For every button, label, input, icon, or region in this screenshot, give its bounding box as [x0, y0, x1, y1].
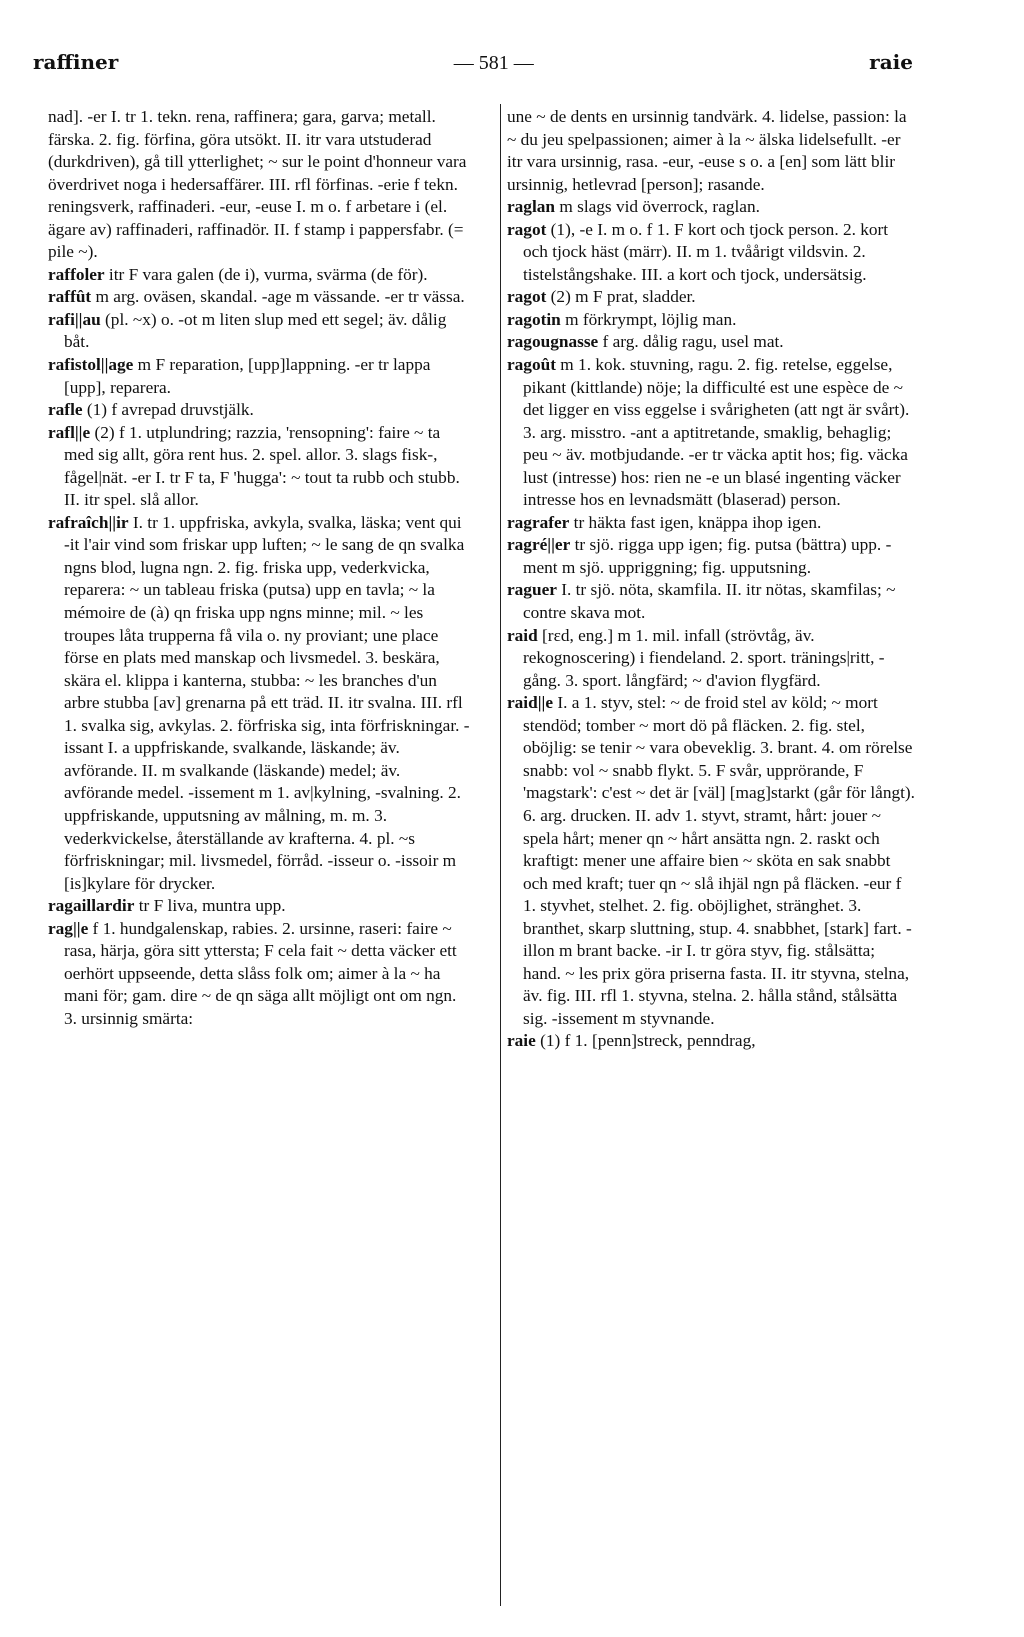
left-headword: raffiner [33, 50, 119, 74]
dictionary-entry: rag||e f 1. hundgalenskap, rabies. 2. ursinne, raseri: faire ~ rasa, härja, göra sitt yttersta; F cela fait ~ detta väcker ett oerhört uppseende, detta slåss folk om; aimer à la ~ ha mani för; gam. dire ~ de qn säga allt möjligt ont om ngn. 3. ursinnig smärta: [48, 918, 457, 1028]
dictionary-entry: raglan m slags vid överrock, raglan. [507, 197, 760, 217]
page-header [33, 50, 913, 80]
dictionary-entry: rafi||au (pl. ~x) o. -ot m liten slup med ett segel; äv. dålig båt. [48, 309, 447, 352]
dictionary-entry: une ~ de dents en ursinnig tandvärk. 4. lidelse, passion: la ~ du jeu spelpassionen; aimer à la ~ älska lidelsefullt. -er itr vara ursinnig, rasa. -eur, -euse s o. a [en] som lätt blir ursinnig, hetlevrad [person]; rasande. [507, 107, 907, 194]
dictionary-entry: raid||e I. a 1. styv, stel: ~ de froid stel av köld; ~ mort stendöd; tomber ~ mort dö på fläcken. 2. fig. stel, oböjlig: se tenir ~ vara obeveklig. 3. brant. 4. om rörelse snabb: vol ~ snabb flykt. 5. F svår, upprörande, F 'magstark': c'est ~ det är [väl] [mag]starkt (går för långt). 6. arg. drucken. II. adv 1. styvt, stramt, hårt: jouer ~ spela hårt; mener qn ~ hårt ansätta ngn. 2. raskt och kraftigt: mener une affaire bien ~ sköta en sak snabbt och med kraft; tuer qn ~ slå ihjäl ngn på fläcken. -eur f 1. styvhet, stelhet. 2. fig. oböjlighet, stränghet. 3. branthet, skarp sluttning, stup. 4. snabbhet, [stark] fart. -illon m brant backe. -ir I. tr göra styv, fig. stålsätta; hand. ~ les prix göra priserna fasta. II. itr styvna, stelna, äv. fig. III. rfl 1. styvna, stelna. 2. hålla stånd, stålsätta sig. -issement m styvnande. [507, 693, 916, 1028]
dictionary-entry: ragaillardir tr F liva, muntra upp. [48, 896, 286, 916]
dictionary-entry: rafle (1) f avrepad druvstjälk. [48, 400, 254, 420]
right-headword: raie [869, 50, 913, 74]
left-column [48, 106, 471, 1030]
dictionary-entry: ragrafer tr häkta fast igen, knäppa ihop igen. [507, 512, 822, 532]
page-number: — 581 — [453, 52, 534, 74]
dictionary-entry: ragré||er tr sjö. rigga upp igen; fig. putsa (bättra) upp. -ment m sjö. uppriggning; fig. upputsning. [507, 535, 892, 577]
dictionary-entry: ragot (2) m F prat, sladder. [507, 287, 696, 307]
dictionary-entry: ragougnasse f arg. dålig ragu, usel mat. [507, 332, 784, 352]
dictionary-entry: raffût m arg. oväsen, skandal. -age m vässande. -er tr vässa. [48, 287, 465, 307]
dictionary-entry: nad]. -er I. tr 1. tekn. rena, raffinera; gara, garva; metall. färska. 2. fig. förfina, göra utsökt. II. itr vara utstuderad (durkdriven), gå till ytterlighet; ~ sur le point d'honneur vara överdrivet noga i hedersaffärer. III. rfl förfinas. -erie f tekn. reningsverk, raffinaderi. -eur, -euse I. m o. f arbetare i (el. ägare av) raffinaderi, raffinadör. II. f stamp i pappersfabr. (= pile ~). [48, 107, 467, 262]
dictionary-entry: rafistol||age m F reparation, [upp]lappning. -er tr lappa [upp], reparera. [48, 355, 431, 397]
dictionary-entry: raguer I. tr sjö. nöta, skamfila. II. itr nötas, skamfilas; ~ contre skava mot. [507, 580, 896, 623]
dictionary-entry: ragoût m 1. kok. stuvning, ragu. 2. fig. retelse, eggelse, pikant (kittlande) nöje; la difficulté est une espèce de ~ det ligger en viss eggelse i svårigheten (att ngt är svårt). 3. arg. misstro. -ant a aptitretande, smaklig, behaglig; peu ~ äv. motbjudande. -er tr väcka aptit hos; fig. väcka lust (intresse) hos: rien ne -e un blasé ingenting väcker intresse hos en levnadsmätt (blaserad) person. [507, 355, 910, 510]
dictionary-entry: ragotin m förkrympt, löjlig man. [507, 309, 737, 329]
right-column [507, 106, 917, 1053]
dictionary-entry: raid [rɛd, eng.] m 1. mil. infall (strövtåg, äv. rekognoscering) i fiendeland. 2. sport. tränings|ritt, -gång. 3. sport. långfärd; ~ d'avion flygfärd. [507, 625, 885, 690]
dictionary-entry: ragot (1), -e I. m o. f 1. F kort och tjock person. 2. kort och tjock häst (märr). II. m 1. tvåårigt vildsvin. 2. tistelstångshake. III. a kort och tjock, undersätsig. [507, 219, 889, 284]
dictionary-entry: raie (1) f 1. [penn]streck, penndrag, [507, 1031, 756, 1051]
dictionary-entry: rafl||e (2) f 1. utplundring; razzia, 'rensopning': faire ~ ta med sig allt, göra rent hus. 2. spel. allor. 3. slags fisk-, fågel|nät. -er I. tr F ta, F 'hugga': ~ tout ta rubb och stubb. II. itr spel. slå allor. [48, 422, 460, 510]
column-divider [500, 104, 501, 1606]
dictionary-entry: raffoler itr F vara galen (de i), vurma, svärma (de för). [48, 264, 428, 284]
dictionary-entry: rafraîch||ir I. tr 1. uppfriska, avkyla, svalka, läska; vent qui -it l'air vind som friskar upp luften; ~ le sang de qn svalka ngns blod, lugna ngn. 2. fig. friska upp, vederkvicka, reparera: ~ un tableau friska (putsa) upp en tavla; ~ la mémoire de (à) qn friska upp ngns minne; mil. ~ les troupes låta trupperna få vila o. ny proviant; une place förse en plats med manskap och livsmedel. 3. beskära, skära el. klippa i kanterna, stubba: ~ les branches d'un arbre stubba [av] grenarna på ett träd. II. itr svalna. III. rfl 1. svalka sig, avkylas. 2. förfriska sig, inta förfriskningar. -issant I. a uppfriskande, svalkande, läskande; äv. avförande. II. m svalkande (läskande) medel; äv. avförande medel. -issement m 1. av|kylning, -svalning. 2. uppfriskande, upputsning av målning, m. m. 3. vederkvickelse, återställande av krafterna. 4. pl. ~s förfriskningar; mil. livsmedel, förråd. -isseur o. -issoir m [is]kylare för drycker. [48, 512, 470, 893]
